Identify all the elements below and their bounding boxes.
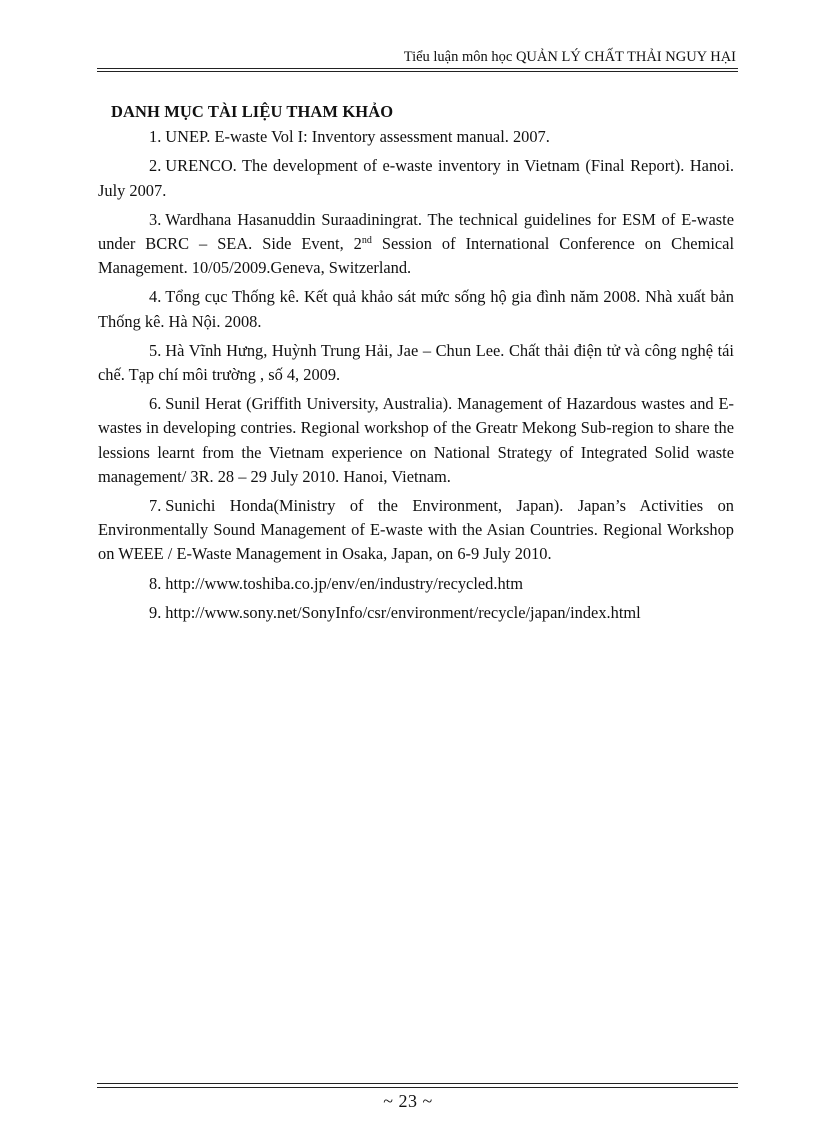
reference-number: 7. (149, 496, 162, 516)
reference-number: 5. (149, 340, 162, 360)
reference-number: 6. (149, 394, 162, 414)
reference-item-1 (98, 125, 734, 149)
header-rule-top (97, 68, 738, 69)
reference-item-7 (98, 494, 734, 567)
reference-number: 8. (149, 573, 162, 593)
reference-text: URENCO. The development of e-waste inventory in Vietnam (Final Report). Hanoi. July 2007. (98, 156, 734, 200)
reference-item-6 (98, 392, 734, 489)
reference-number: 1. (149, 127, 162, 147)
reference-item-8 (98, 572, 734, 596)
reference-text: Sunil Herat (Griffith University, Australia). Management of Hazardous wastes and E-wastes in developing contries. Regional workshop of the Greatr Mekong Sub-region to share the lessions learnt from the Vietnam experience on National Strategy of Integrated Solid waste management/ 3R. 28 – 29 July 2010. Hanoi, Vietnam. (98, 394, 734, 486)
reference-text: Tổng cục Thống kê. Kết quả khảo sát mức sống hộ gia đình năm 2008. Nhà xuất bản Thống kê. Hà Nội. 2008. (98, 287, 734, 331)
footer-rule-top (97, 1083, 738, 1084)
reference-text: Hà Vĩnh Hưng, Huỳnh Trung Hải, Jae – Chun Lee. Chất thải điện tử và công nghệ tái chế. Tạp chí môi trường , số 4, 2009. (98, 340, 734, 385)
reference-item-4 (98, 285, 734, 333)
ordinal-superscript: nd (361, 235, 372, 247)
reference-text: Sunichi Honda(Ministry of the Environment, Japan). Japan’s Activities on Environmentally Sound Management of E-waste with the Asian Countries. Regional Workshop on WEEE / E-Waste Management in Osaka, Japan, on 6-9 July 2010. (98, 496, 734, 564)
reference-item-9 (98, 601, 734, 625)
reference-text: UNEP. E-waste Vol I: Inventory assessment manual. 2007. (165, 127, 550, 147)
reference-number: 2. (149, 156, 162, 176)
reference-text-continued: Session of International Conference on Chemical Management. 10/05/2009.Geneva, Switzerland. (98, 234, 734, 278)
reference-item-3 (98, 208, 734, 281)
reference-number: 4. (149, 287, 162, 307)
reference-number: 3. (149, 209, 162, 229)
footer-rule-bottom (97, 1087, 738, 1088)
running-header: Tiểu luận môn học QUẢN LÝ CHẤT THẢI NGUY HẠI (403, 49, 736, 65)
reference-url: http://www.sony.net/SonyInfo/csr/environment/recycle/japan/index.html (165, 602, 641, 622)
reference-item-5 (98, 339, 734, 387)
reference-item-2 (98, 154, 734, 202)
header-rule-bottom (97, 71, 738, 72)
section-heading: DANH MỤC TÀI LIỆU THAM KHẢO (111, 102, 394, 121)
page-number: ~ 23 ~ (383, 1091, 433, 1111)
reference-text: Wardhana Hasanuddin Suraadiningrat. The technical guidelines for ESM of E-waste under BCRC – SEA. Side Event, 2 (98, 209, 734, 254)
reference-url: http://www.toshiba.co.jp/env/en/industry/recycled.htm (165, 573, 523, 593)
document-body (98, 100, 734, 630)
reference-number: 9. (149, 602, 162, 622)
